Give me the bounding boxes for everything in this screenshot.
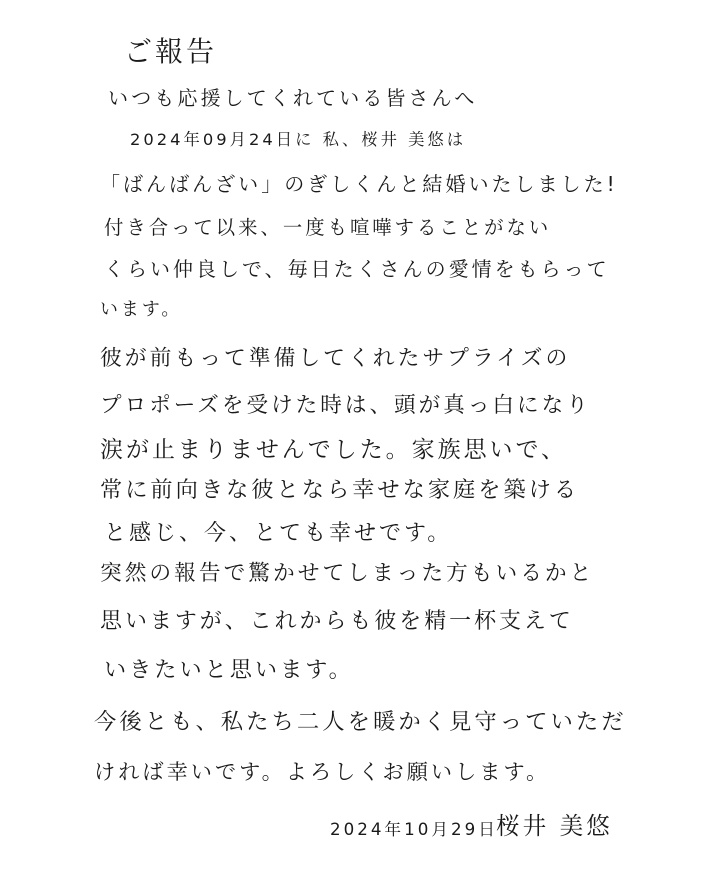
letter-line: と感じ、今、とても幸せです。 — [104, 521, 453, 546]
letter-line: いきたいと思います。 — [104, 657, 354, 683]
letter-line: 「ばんばんざい」のぎしくんと結婚いたしました! — [100, 172, 618, 196]
letter-line: 今後とも、私たち二人を暖かく見守っていただ — [94, 709, 627, 735]
letter-line: 彼が前もって準備してくれたサプライズの — [100, 346, 571, 371]
letter-line: 突然の報告で驚かせてしまった方もいるかと — [100, 561, 595, 586]
letter-line: いつも応援してくれている皆さんへ — [108, 86, 478, 110]
letter-signature: 桜井 美悠 — [496, 812, 613, 840]
letter-line: います。 — [100, 299, 183, 320]
letter-line: 涙が止まりませんでした。家族思いで、 — [100, 437, 567, 463]
letter-line: プロポーズを受けた時は、頭が真っ白になり — [100, 393, 591, 418]
letter-line: ければ幸いです。よろしくお願いします。 — [94, 759, 551, 784]
letter-line: 付き合って以来、一度も喧嘩することがない — [104, 216, 552, 239]
letter-date: 2024年10月29日 — [330, 820, 498, 839]
letter-line: 常に前向きな彼となら幸せな家庭を築ける — [100, 477, 580, 503]
letter-line: 2024年09月24日に 私、桜井 美悠は — [130, 130, 467, 149]
letter-title: ご報告 — [124, 35, 218, 68]
letter-line: 思いますが、これからも彼を精一杯支えて — [100, 609, 574, 634]
letter-line: くらい仲良しで、毎日たくさんの愛情をもらって — [104, 257, 610, 281]
